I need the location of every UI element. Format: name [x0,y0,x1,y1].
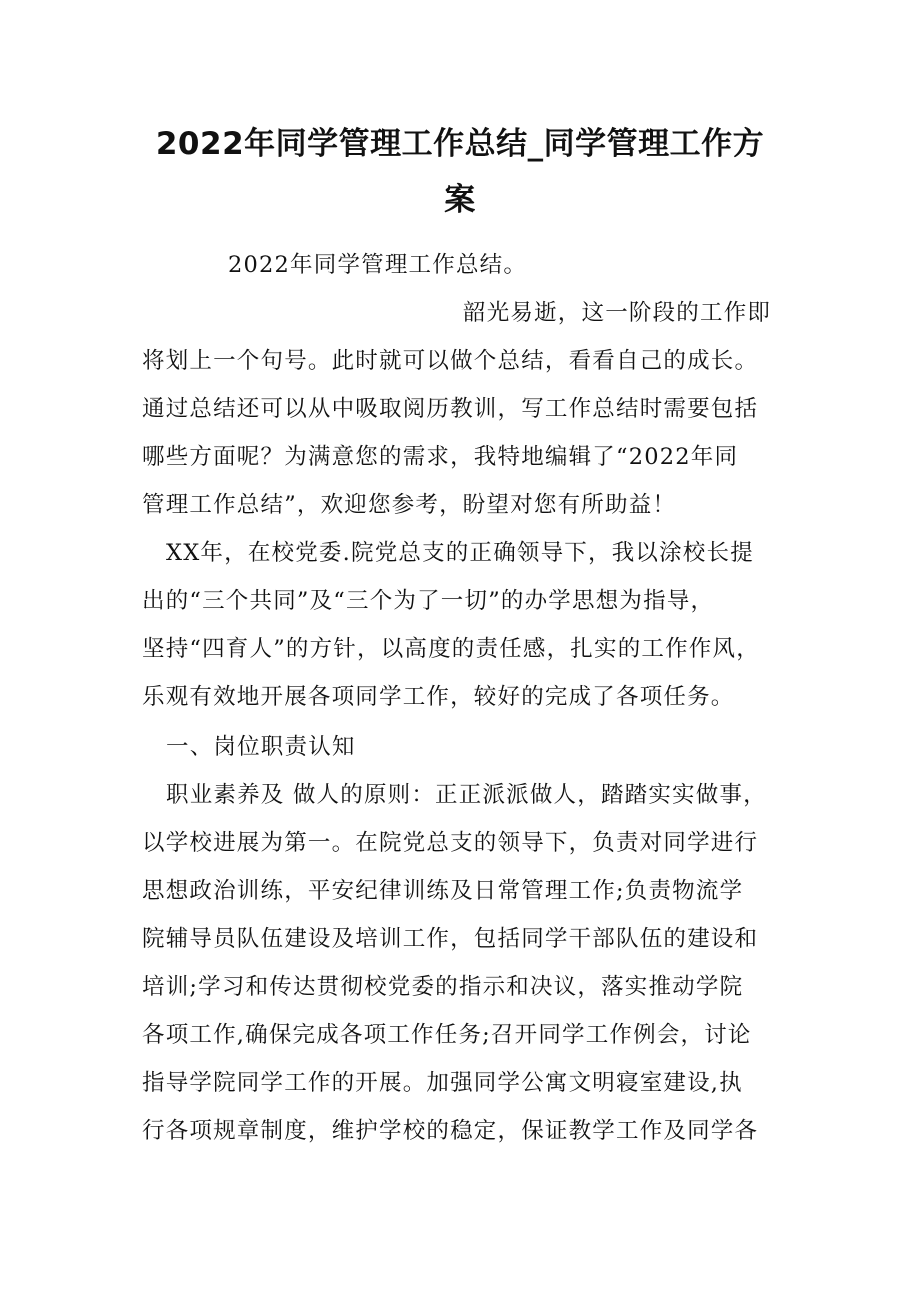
paragraph-line: 坚持“四育人”的方针，以高度的责任感，扎实的工作作风， [142,636,760,662]
paragraph-line: 2022年同学管理工作总结。 [228,252,528,278]
paragraph-line: 乐观有效地开展各项同学工作，较好的完成了各项任务。 [142,684,735,710]
paragraph-line: 指导学院同学工作的开展。加强同学公寓文明寝室建设,执 [142,1070,743,1096]
paragraph-line: 管理工作总结”，欢迎您参考，盼望对您有所助益！ [142,492,677,518]
paragraph-line: 通过总结还可以从中吸取阅历教训，写工作总结时需要包括 [142,396,759,422]
paragraph-line: 出的“三个共同”及“三个为了一切”的办学思想为指导， [142,588,715,614]
paragraph-line: 韶光易逝，这一阶段的工作即 [463,300,772,326]
document-title-line-2: 案 [444,182,476,218]
paragraph-line: 哪些方面呢？为满意您的需求，我特地编辑了“2022年同 [142,444,739,470]
section-heading: 一、岗位职责认知 [166,734,356,760]
paragraph-line: 以学校进展为第一。在院党总支的领导下，负责对同学进行 [142,830,759,856]
paragraph-line: 行各项规章制度，维护学校的稳定，保证教学工作及同学各 [142,1118,759,1144]
paragraph-line: 将划上一个句号。此时就可以做个总结，看看自己的成长。 [142,348,759,374]
paragraph-line: 思想政治训练，平安纪律训练及日常管理工作;负责物流学 [142,878,744,904]
paragraph-line: XX年，在校党委.院党总支的正确领导下，我以涂校长提 [166,540,754,566]
document-title-line-1: 2022年同学管理工作总结_同学管理工作方 [155,126,765,162]
paragraph-line: 各项工作,确保完成各项工作任务;召开同学工作例会，讨论 [142,1022,752,1048]
paragraph-line: 培训;学习和传达贯彻校党委的指示和决议，落实推动学院 [142,974,744,1000]
paragraph-line: 院辅导员队伍建设及培训工作，包括同学干部队伍的建设和 [142,926,759,952]
paragraph-line: 职业素养及 做人的原则：正正派派做人，踏踏实实做事， [166,782,767,808]
